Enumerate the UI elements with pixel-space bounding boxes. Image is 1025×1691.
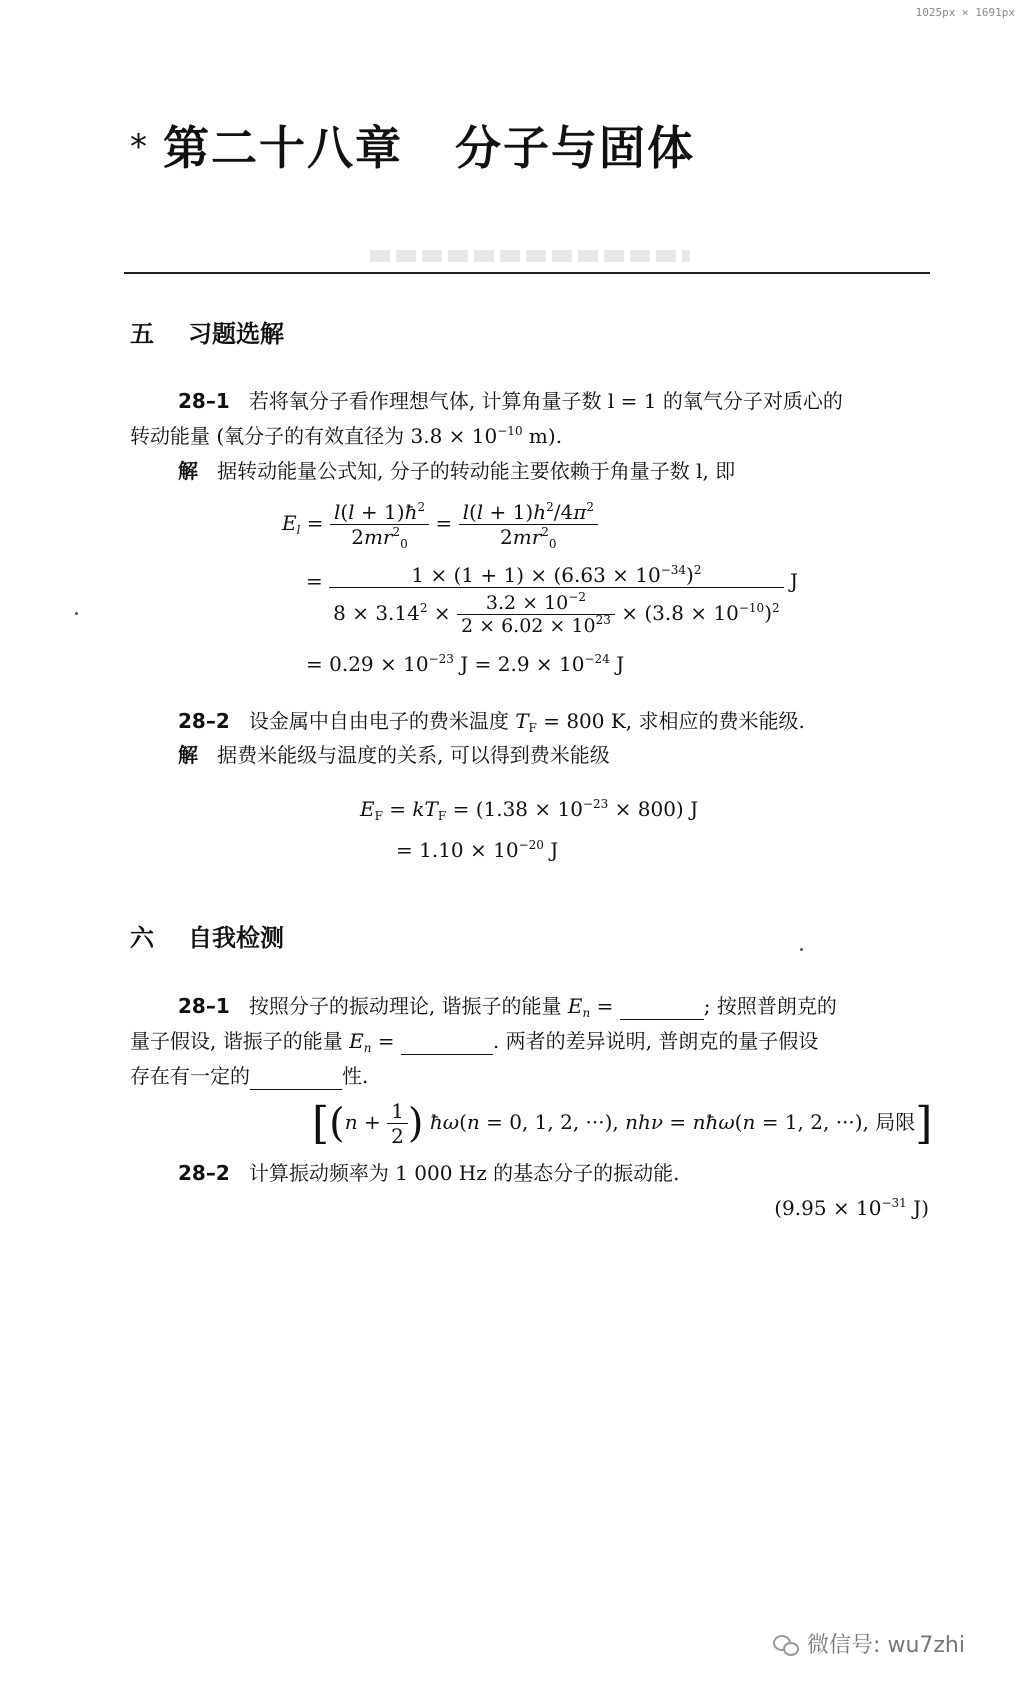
problem-28-1-text2b: m). [522,424,563,448]
problem-28-2: 28–2 设金属中自由电子的费米温度 $T_F = 800$ K, 求相应的费米能级. [178,709,805,735]
equation-rotational-energy-result: = $0.29 \times 10^{-23}$ $J = 2.9 \times 10^{-24}$ J [306,652,625,676]
solution-28-2 [178,742,610,768]
test-28-2-number: 28–2 [178,1161,230,1185]
solution-text: 据转动能量公式知, 分子的转动能主要依赖于角量子数 l, 即 [217,459,736,483]
wechat-icon [773,1635,799,1655]
section-5-number: 五 [130,320,154,348]
scan-speck [800,948,803,951]
section-5-title: 习题选解 [188,320,284,348]
equation-rotational-energy-line2: = $1 \times (1 + 1) \times (6.63 \times 10^{-34})^2$ $8 \times 3.14^2$ × $\frac{3.2 \times 10^{-2}}{2 \times 6.02 \times 10^{23}}$ × $(3.8 \times 10^{-10})^2$ J [306,563,799,637]
test-28-2-text: 计算振动频率为 1 000 Hz 的基态分子的振动能. [248,1161,680,1185]
problem-28-1-line1 [178,388,843,414]
test-28-1-text2b: . 两者的差异说明, 普朗克的量子假设 [492,1029,819,1053]
problem-28-1-text2: 转动能量 (氧分子的有效直径为 3.8 × 10 [130,424,498,448]
header-rule [124,272,930,274]
equation-rotational-energy-line1: $E_l$ = $\frac{l(l + 1)ħ^2}{2mr^2_0}$ = $\frac{l(l + 1)h^2/4\pi^2}{2mr^2_0}$ [282,500,598,549]
section-6-title: 自我检测 [188,924,284,952]
test-28-1-line3 [130,1063,368,1090]
problem-28-2-number: 28–2 [178,709,230,733]
exponent: −10 [497,424,523,438]
solution-28-1 [178,458,735,484]
faded-running-header [370,250,690,262]
test-28-1-line1: 28–1 按照分子的振动理论, 谐振子的能量 $E_n$ = ; 按照普朗克的 [178,994,837,1020]
fill-blank [620,993,704,1020]
answer-a: (9.95 × 10 [774,1196,882,1220]
scan-speck [75,612,78,615]
problem-28-2-text-a: 设金属中自由电子的费米温度 [248,709,516,733]
solution-text-2: 据费米能级与温度的关系, 可以得到费米能级 [217,743,610,767]
equation-fermi-result: = $1.10 \times 10^{-20}$ J [396,838,559,862]
test-28-1-text1b: ; 按照普朗克的 [703,994,837,1018]
answer-exponent: −31 [881,1196,907,1210]
chapter-title [130,112,695,178]
section-heading-6 [130,918,284,953]
problem-28-2-text-b: = 800 K, 求相应的费米能级. [536,709,805,733]
chapter-number: 第二十八章 [163,121,403,175]
watermark-text: 微信号: wu7zhi [807,1633,965,1658]
test-28-1-line2: 量子假设, 谐振子的能量 $E_n$ = . 两者的差异说明, 普朗克的量子假设 [130,1029,819,1055]
problem-28-1-number: 28–1 [178,389,230,413]
test-28-1-answer: [(n + $\frac{1}{2}$ ) ħω(n = 0, 1, 2, ···), nhν = nħω(n = 1, 2, ···), 局限] [312,1098,933,1149]
answer-tail: 局限 [875,1110,916,1134]
test-28-1-text1a: 按照分子的振动理论, 谐振子的能量 [248,994,568,1018]
test-28-2-answer [774,1195,929,1221]
dimensions-label: 1025px × 1691px [915,6,1015,19]
solution-label: 解 [178,459,198,483]
fill-blank [250,1063,342,1090]
problem-28-1-text: 若将氧分子看作理想气体, 计算角量子数 l = 1 的氧气分子对质心的 [248,389,843,413]
equation-fermi-energy: $E_F = kT_F = (1.38 \times 10^{-23} \times 800)$ J [360,797,699,823]
section-6-number: 六 [130,924,154,952]
test-28-1-text3a: 存在有一定的 [130,1064,250,1088]
test-28-1-text3b: 性. [342,1064,369,1088]
watermark [773,1628,965,1659]
chapter-star: * [130,127,149,167]
test-28-1-text2a: 量子假设, 谐振子的能量 [130,1029,350,1053]
solution-label-2: 解 [178,743,198,767]
test-28-1-number: 28–1 [178,994,230,1018]
test-28-2 [178,1160,680,1186]
section-heading-5 [130,314,284,349]
answer-b: J) [906,1196,929,1220]
chapter-name: 分子与固体 [455,121,695,175]
fill-blank [401,1028,493,1055]
problem-28-1-line2 [130,423,562,449]
